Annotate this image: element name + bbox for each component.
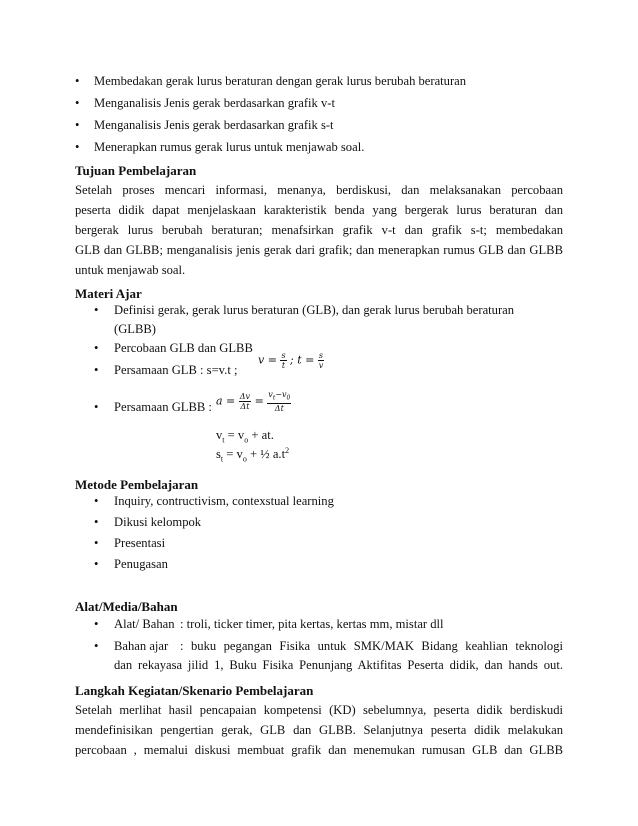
bullet-icon: •: [75, 118, 80, 132]
bullet-icon: •: [75, 74, 80, 88]
formula-subscript: o: [244, 435, 249, 445]
list-item-text-continued: dan rekayasa jilid 1, Buku Fisika Penunjang Aktifitas Peserta didik, dan hands out.: [114, 658, 563, 672]
fraction-numerator: [267, 390, 291, 404]
list-item-label: Bahan ajar: [114, 639, 169, 653]
bullet-icon: •: [75, 140, 80, 154]
list-item: [94, 515, 202, 530]
list-item-text-continued: (GLBB): [114, 322, 156, 336]
bullet-icon: •: [94, 341, 99, 355]
bullet-icon: •: [94, 557, 99, 571]
formula-subscript: o: [242, 454, 247, 464]
formula-text: =: [254, 394, 264, 408]
list-item-text: Membedakan gerak lurus beraturan dengan gerak lurus berubah beraturan: [94, 74, 467, 88]
list-item-text: Dikusi kelompok: [114, 515, 202, 529]
list-item: [75, 140, 365, 155]
formula-text: ;: [290, 353, 294, 367]
list-item-text: Inquiry, contructivism, contexstual learning: [114, 494, 334, 508]
formula-text: + ½ a.t: [246, 447, 286, 462]
list-item: [94, 536, 166, 551]
bullet-icon: •: [94, 639, 99, 653]
list-item-label: Alat/ Bahan: [114, 617, 175, 631]
list-item-text: Menerapkan rumus gerak lurus untuk menjawab soal.: [94, 140, 365, 154]
list-item: [94, 617, 444, 632]
formula-text: a =: [216, 394, 236, 408]
list-item-text: Presentasi: [114, 536, 166, 550]
bullet-icon: •: [94, 363, 99, 377]
glbb-formula: [216, 390, 291, 413]
formula-text: v: [268, 390, 273, 399]
list-item-text: Penugasan: [114, 557, 168, 571]
formula-text: = v: [223, 447, 243, 462]
formula-text: −v: [275, 390, 287, 399]
list-item: [75, 74, 467, 89]
paragraph-line: Setelah merlihat hasil pencapaian kompetensi (KD) sebelumnya, peserta didik berdiskudi: [75, 703, 563, 717]
equation-velocity: [216, 428, 274, 445]
formula-text: s: [216, 447, 221, 462]
list-item-text: Definisi gerak, gerak lurus beraturan (GLB), dan gerak lurus berubah beraturan: [114, 303, 515, 317]
section-heading-metode: Metode Pembelajaran: [75, 477, 199, 492]
formula-text: + at.: [248, 428, 274, 442]
fraction-numerator: s: [318, 351, 324, 360]
formula-text: v =: [258, 353, 277, 367]
formula-text: v: [216, 428, 223, 442]
fraction: [239, 392, 251, 411]
list-item: [94, 494, 334, 509]
bullet-icon: •: [94, 303, 99, 317]
formula-subscript: t: [222, 435, 225, 445]
list-item: [94, 303, 515, 318]
list-item-text: Menganalisis Jenis gerak berdasarkan grafik s-t: [94, 118, 334, 132]
list-item: [94, 557, 168, 572]
equation-displacement: [216, 446, 289, 464]
list-item-text: Persamaan GLBB :: [114, 400, 212, 414]
paragraph-line: GLB dan GLBB; menganalisis jenis gerak dari grafik; dan menerapkan rumus GLB dan GLBB: [75, 243, 563, 257]
section-heading-alat: Alat/Media/Bahan: [75, 599, 178, 614]
fraction: [280, 351, 286, 370]
formula-superscript: 2: [285, 446, 290, 455]
fraction-numerator: Δv: [239, 391, 251, 401]
formula-subscript: t: [220, 454, 224, 464]
paragraph-line: peserta didik dapat menjelaskaan karakteristik benda yang bergerak lurus beraturan dan: [75, 203, 563, 217]
fraction: [318, 351, 324, 370]
formula-subscript: 0: [286, 394, 291, 402]
section-heading-tujuan: Tujuan Pembelajaran: [75, 163, 197, 178]
bullet-icon: •: [94, 617, 99, 631]
list-item: [75, 96, 335, 111]
paragraph-line: mendefinisikan pengertian gerak, GLB dan GLBB. Selanjutnya peserta didik melakukan: [75, 723, 563, 737]
bullet-icon: •: [94, 536, 99, 550]
fraction-denominator: t: [281, 361, 286, 370]
bullet-icon: •: [94, 515, 99, 529]
list-item-text: : buku pegangan Fisika untuk SMK/MAK Bidang keahlian teknologi: [180, 639, 563, 653]
paragraph-line: percobaan , memalui diskusi membuat grafik dan menemukan rumusan GLB dan GLBB: [75, 743, 563, 757]
list-item-text: Menganalisis Jenis gerak berdasarkan grafik v-t: [94, 96, 335, 110]
bullet-icon: •: [75, 96, 80, 110]
formula-text: t =: [297, 353, 315, 367]
section-heading-materi: Materi Ajar: [75, 286, 142, 301]
bullet-icon: •: [94, 400, 99, 414]
paragraph-line: bergerak lurus berubah beraturan; menafsirkan grafik v-t dan grafik s-t; membedakan: [75, 223, 563, 237]
glb-formula: [258, 351, 324, 370]
fraction-denominator: Δt: [274, 403, 284, 413]
bullet-icon: •: [94, 494, 99, 508]
fraction: [267, 390, 291, 413]
formula-text: = v: [224, 428, 245, 442]
list-item: [94, 400, 212, 415]
fraction-numerator: s: [281, 351, 286, 360]
list-item: [75, 118, 334, 133]
paragraph-line: Setelah proses mencari informasi, menanya, berdiskusi, dan melaksanakan percobaan: [75, 183, 563, 197]
formula-subscript: t: [272, 394, 276, 402]
fraction-denominator: Δt: [240, 401, 250, 411]
section-heading-langkah: Langkah Kegiatan/Skenario Pembelajaran: [75, 683, 314, 698]
list-item: [94, 341, 253, 356]
fraction-denominator: v: [318, 361, 324, 370]
list-item-text: : troli, ticker timer, pita kertas, kertas mm, mistar dll: [180, 617, 444, 631]
list-item: [94, 363, 238, 378]
list-item-text: Persamaan GLB : s=v.t ;: [114, 363, 238, 377]
list-item-text: Percobaan GLB dan GLBB: [114, 341, 253, 355]
paragraph-line: untuk menjawab soal.: [75, 263, 186, 277]
list-item: [94, 639, 169, 654]
